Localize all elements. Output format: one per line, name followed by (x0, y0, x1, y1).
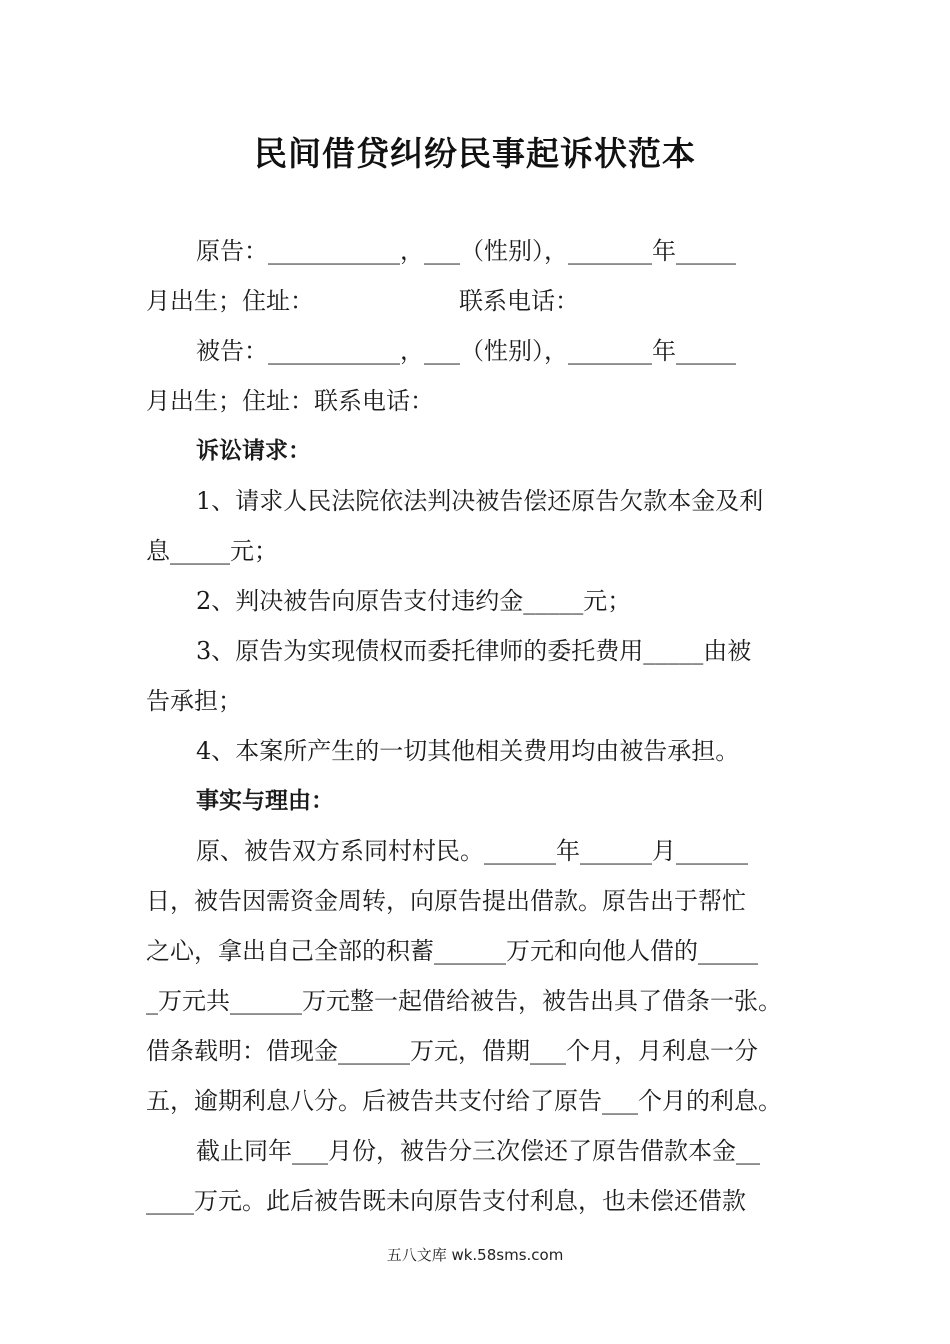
document-title: 民间借贷纠纷民事起诉状范本 (254, 134, 696, 173)
claim-4: 4、本案所产生的一切其他相关费用均由被告承担。 (196, 737, 740, 765)
facts-line-7: 截止同年___月份，被告分三次偿还了原告借款本金__ (196, 1137, 760, 1165)
claim-3-line-1: 3、原告为实现债权而委托律师的委托费用_____由被 (196, 637, 752, 665)
plaintiff-line-2: 月出生；住址： 联系电话： (146, 287, 579, 315)
claim-3-line-2: 告承担； (146, 687, 242, 715)
claim-1-line-1: 1、请求人民法院依法判决被告偿还原告欠款本金及利 (196, 487, 764, 515)
facts-line-6: 五，逾期利息八分。后被告共支付给了原告___个月的利息。 (146, 1087, 782, 1115)
footer-watermark: 五八文库 wk.58sms.com (386, 1246, 564, 1264)
facts-line-5: 借条载明：借现金______万元，借期___个月，月利息一分 (146, 1037, 758, 1065)
facts-line-1: 原、被告双方系同村村民。______年______月______ (196, 837, 748, 865)
plaintiff-line-1: 原告：___________，___（性别），_______年_____ (196, 237, 736, 265)
defendant-line-1: 被告：___________，___（性别），_______年_____ (196, 337, 736, 365)
defendant-line-2: 月出生；住址：联系电话： (146, 387, 434, 415)
facts-line-8: ____万元。此后被告既未向原告支付利息，也未偿还借款 (146, 1187, 746, 1215)
facts-line-3: 之心，拿出自己全部的积蓄______万元和向他人借的_____ (146, 937, 758, 965)
claim-2: 2、判决被告向原告支付违约金_____元； (196, 587, 632, 615)
claims-heading: 诉讼请求： (196, 438, 311, 464)
facts-line-2: 日，被告因需资金周转，向原告提出借款。原告出于帮忙 (146, 887, 746, 915)
claim-1-line-2: 息_____元； (146, 537, 278, 565)
facts-heading: 事实与理由： (196, 788, 334, 814)
facts-line-4: _万元共______万元整一起借给被告，被告出具了借条一张。 (146, 987, 782, 1015)
document-body (146, 226, 810, 1226)
